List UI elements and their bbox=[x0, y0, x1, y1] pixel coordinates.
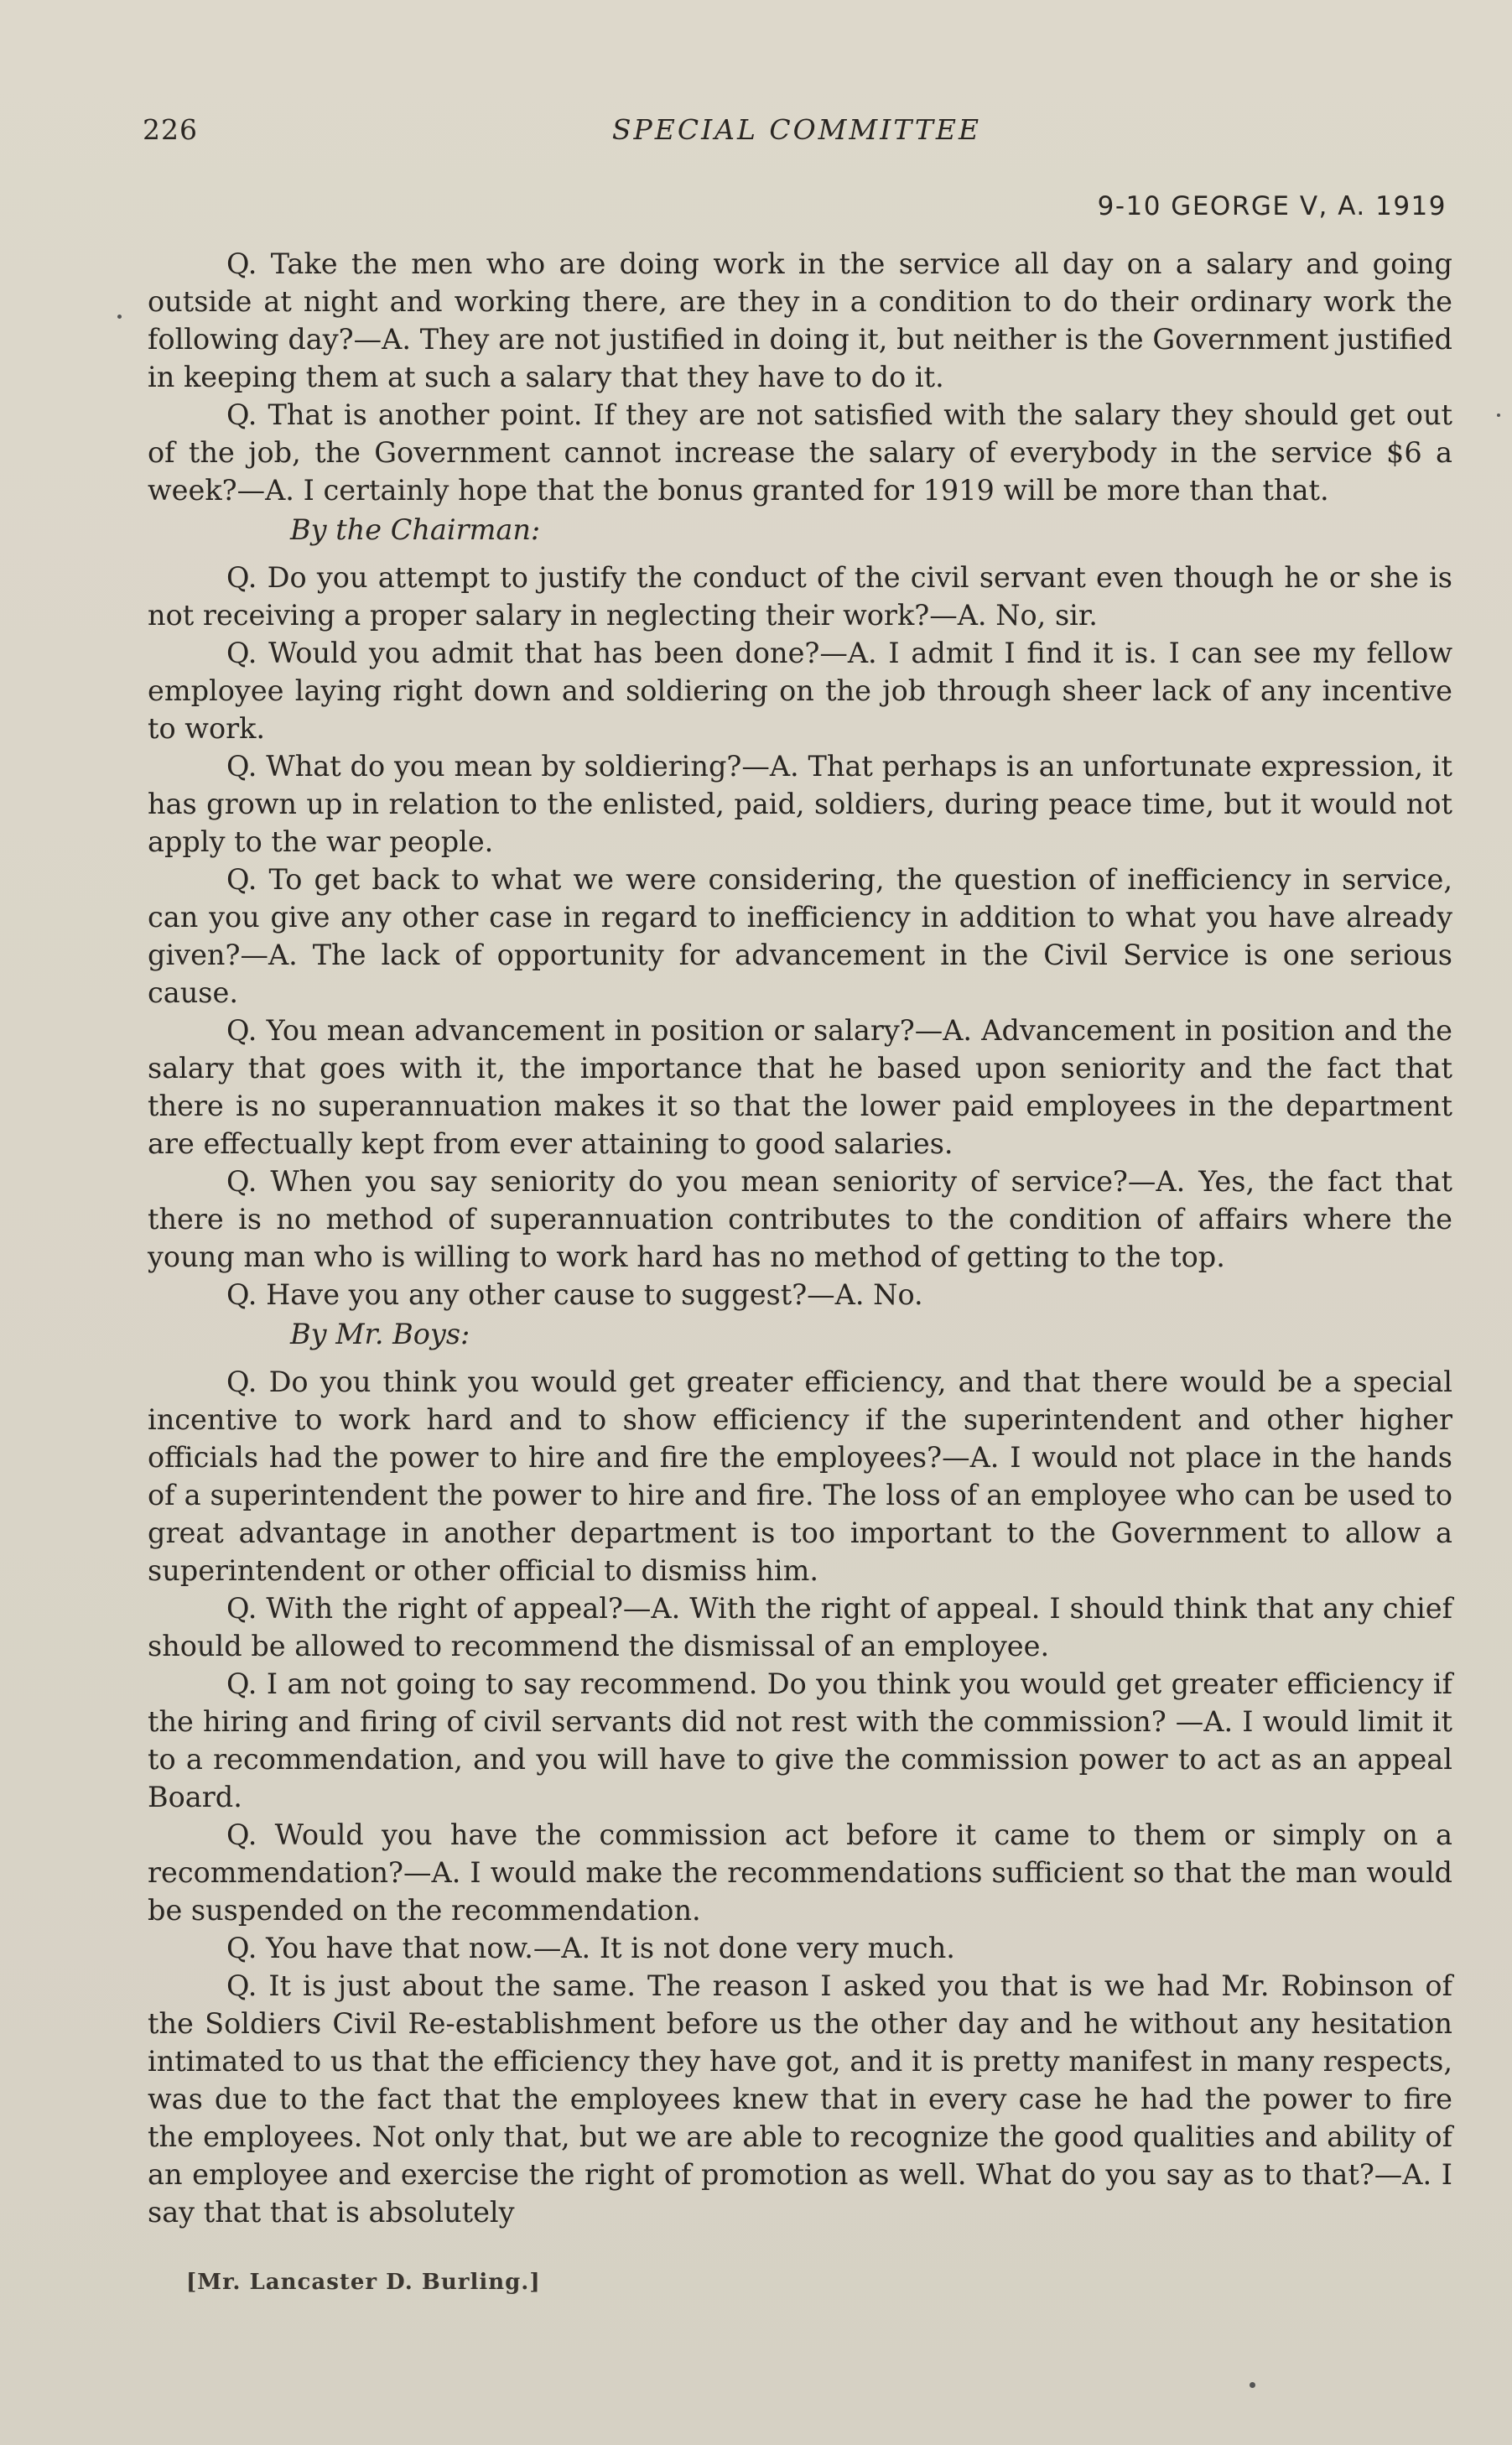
body-text bbox=[148, 245, 1452, 2231]
qa-paragraph: Q. When you say seniority do you mean seniority of service?—A. Yes, the fact that there is no method of superannuation contributes to the condition of affairs where the young man who is willing to work hard has no method of getting to the top. bbox=[148, 1165, 1452, 1273]
qa-paragraph: Q. With the right of appeal?—A. With the right of appeal. I should think that any chief should be allowed to recommend the dismissal of an employee. bbox=[148, 1592, 1452, 1662]
qa-paragraph: Q. Do you think you would get greater efficiency, and that there would be a special incentive to work hard and to show efficiency if the superintendent and other higher officials had the power to hire and fire the employees?—A. I would not place in the hands of a superintendent the power to hire and fire. The loss of an employee who can be used to great advantage in another department is too important to the Government to allow a superintendent or other official to dismiss him. bbox=[148, 1366, 1452, 1587]
qa-paragraph: Q. Would you admit that has been done?—A. I admit I find it is. I can see my fellow employee laying right down and soldiering on the job through sheer lack of any incentive to work. bbox=[148, 637, 1452, 745]
qa-paragraph: Q. I am not going to say recommend. Do you think you would get greater efficiency if the hiring and firing of civil servants did not rest with the commission? —A. I would limit it to a recommendation, and you will have to give the commission power to act as an appeal Board. bbox=[148, 1667, 1452, 1813]
qa-paragraph: Q. Take the men who are doing work in the service all day on a salary and going outside at night and working there, are they in a condition to do their ordinary work the following day?—A. They are not justified in doing it, but neither is the Government justified in keeping them at such a salary that they have to do it. bbox=[148, 247, 1452, 393]
page-header bbox=[143, 113, 1451, 155]
page-number: 226 bbox=[143, 113, 198, 146]
qa-paragraph: Q. Do you attempt to justify the conduct of the civil servant even though he or she is not receiving a proper salary in neglecting their work?—A. No, sir. bbox=[148, 561, 1452, 632]
qa-paragraph: Q. What do you mean by soldiering?—A. That perhaps is an unfortunate expression, it has grown up in relation to the enlisted, paid, soldiers, during peace time, but it would not apply to the war people. bbox=[148, 750, 1452, 858]
speaker-heading: By the Chairman: bbox=[290, 513, 541, 546]
running-title: SPECIAL COMMITTEE bbox=[611, 113, 982, 146]
qa-paragraph: Q. To get back to what we were considering, the question of inefficiency in service, can you give any other case in regard to inefficiency in addition to what you have already given?—A. The lack of opportunity for advancement in the Civil Service is one serious cause. bbox=[148, 863, 1452, 1009]
qa-paragraph: Q. Would you have the commission act before it came to them or simply on a recommendation?—A. I would make the recommendations sufficient so that the man would be suspended on the recommendation. bbox=[148, 1818, 1452, 1927]
print-speck bbox=[117, 315, 122, 319]
qa-paragraph: Q. That is another point. If they are not satisfied with the salary they should get out of the job, the Government cannot increase the salary of everybody in the service $6 a week?—A. I certainly hope that the bonus granted for 1919 will be more than that. bbox=[148, 398, 1452, 507]
qa-paragraph: Q. You have that now.—A. It is not done very much. bbox=[226, 1932, 955, 1964]
print-speck bbox=[1250, 2382, 1255, 2388]
qa-paragraph: Q. It is just about the same. The reason I asked you that is we had Mr. Robinson of the Soldiers Civil Re-establishment before us the other day and he without any hesitation intimated to us that the efficiency they have got, and it is pretty manifest in many respects, was due to the fact that the employees knew that in every case he had the power to fire the employees. Not only that, but we are able to recognize the good qualities and ability of an employee and exercise the right of promotion as well. What do you say as to that?—A. I say that that is absolutely bbox=[148, 1969, 1452, 2229]
print-speck bbox=[1497, 414, 1500, 417]
qa-paragraph: Q. You mean advancement in position or salary?—A. Advancement in position and the salary that goes with it, the importance that he based upon seniority and the fact that there is no superannuation makes it so that the lower paid employees in the department are effectually kept from ever attaining to good salaries. bbox=[148, 1014, 1452, 1160]
footnote: [Mr. Lancaster D. Burling.] bbox=[186, 2270, 541, 2295]
speaker-heading: By Mr. Boys: bbox=[290, 1318, 470, 1350]
session-label: 9-10 GEORGE V, A. 1919 bbox=[1097, 191, 1447, 221]
qa-paragraph: Q. Have you any other cause to suggest?—A. No. bbox=[226, 1278, 923, 1311]
